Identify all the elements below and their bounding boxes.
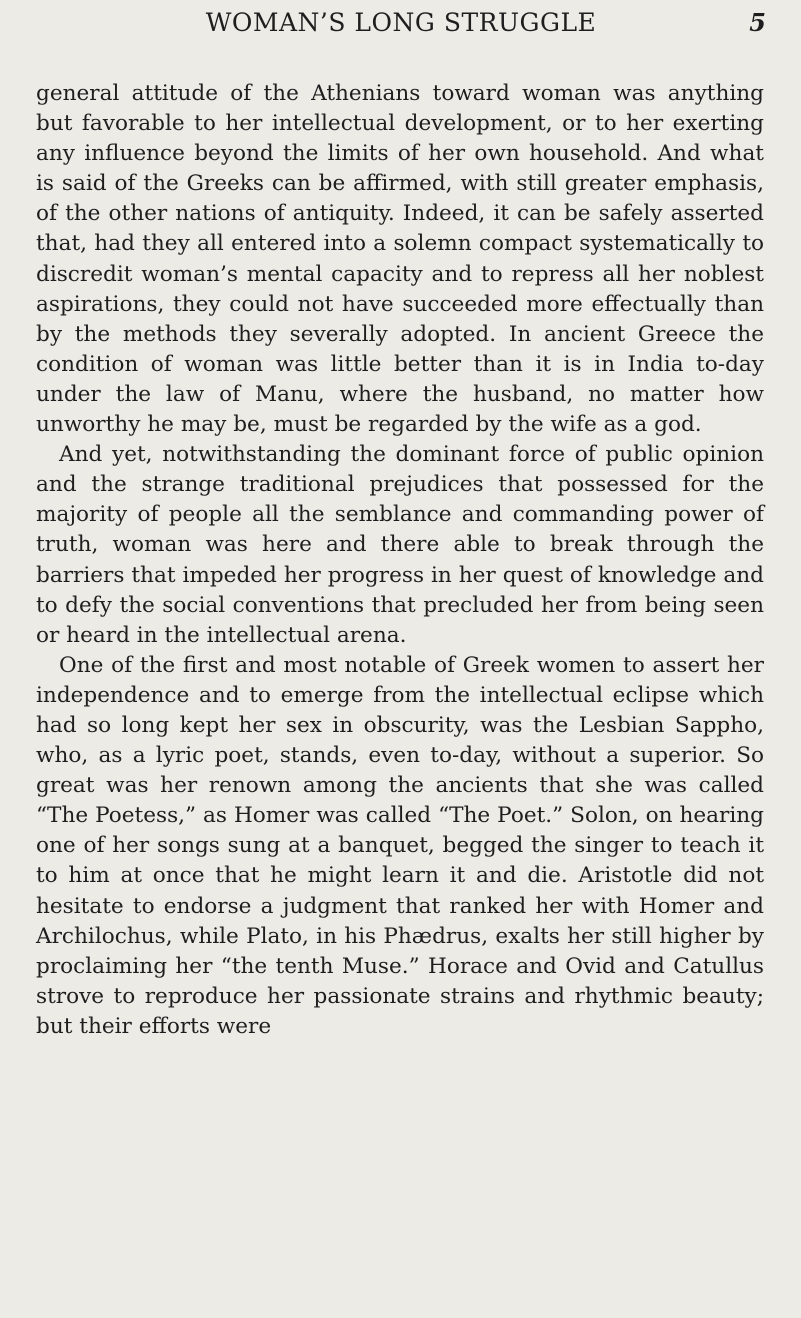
running-title: WOMAN’S LONG STRUGGLE	[205, 8, 597, 37]
body-text	[36, 79, 764, 1042]
paragraph: One of the first and most notable of Greek women to assert her independence and to emerge from the intellectual eclipse which had so long kept her sex in obscurity, was the Lesbian Sappho, who, as a lyric poet, stands, even to-day, without a superior. So great was her renown among the ancients that she was called “The Poetess,” as Homer was called “The Poet.” Solon, on hearing one of her songs sung at a banquet, begged the singer to teach it to him at once that he might learn it and die. Aristotle did not hesitate to endorse a judgment that ranked her with Homer and Archilochus, while Plato, in his Phædrus, exalts her still higher by proclaiming her “the tenth Muse.” Horace and Ovid and Catullus strove to reproduce her passionate strains and rhythmic beauty; but their efforts were	[36, 652, 764, 1039]
paragraph: And yet, notwithstanding the dominant force of public opinion and the strange traditional prejudices that possessed for the majority of people all the semblance and commanding power of truth, woman was here and there able to break through the barriers that impeded her progress in her quest of knowledge and to defy the social conventions that precluded her from being seen or heard in the intellectual arena.	[36, 442, 764, 648]
running-head	[36, 8, 766, 48]
page-number: 5	[749, 8, 766, 37]
paragraph-continuation: general attitude of the Athenians toward woman was anything but favorable to her intellectual development, or to her exerting any influence beyond the limits of her own household. And what is said of the Greeks can be affirmed, with still greater emphasis, of the other nations of antiquity. Indeed, it can be safely asserted that, had they all entered into a solemn compact systematically to discredit woman’s mental capacity and to repress all her noblest aspirations, they could not have succeeded more effectually than by the methods they severally adopted. In ancient Greece the condition of woman was little better than it is in India to-day under the law of Manu, where the husband, no matter how unworthy he may be, must be regarded by the wife as a god.	[36, 81, 764, 438]
